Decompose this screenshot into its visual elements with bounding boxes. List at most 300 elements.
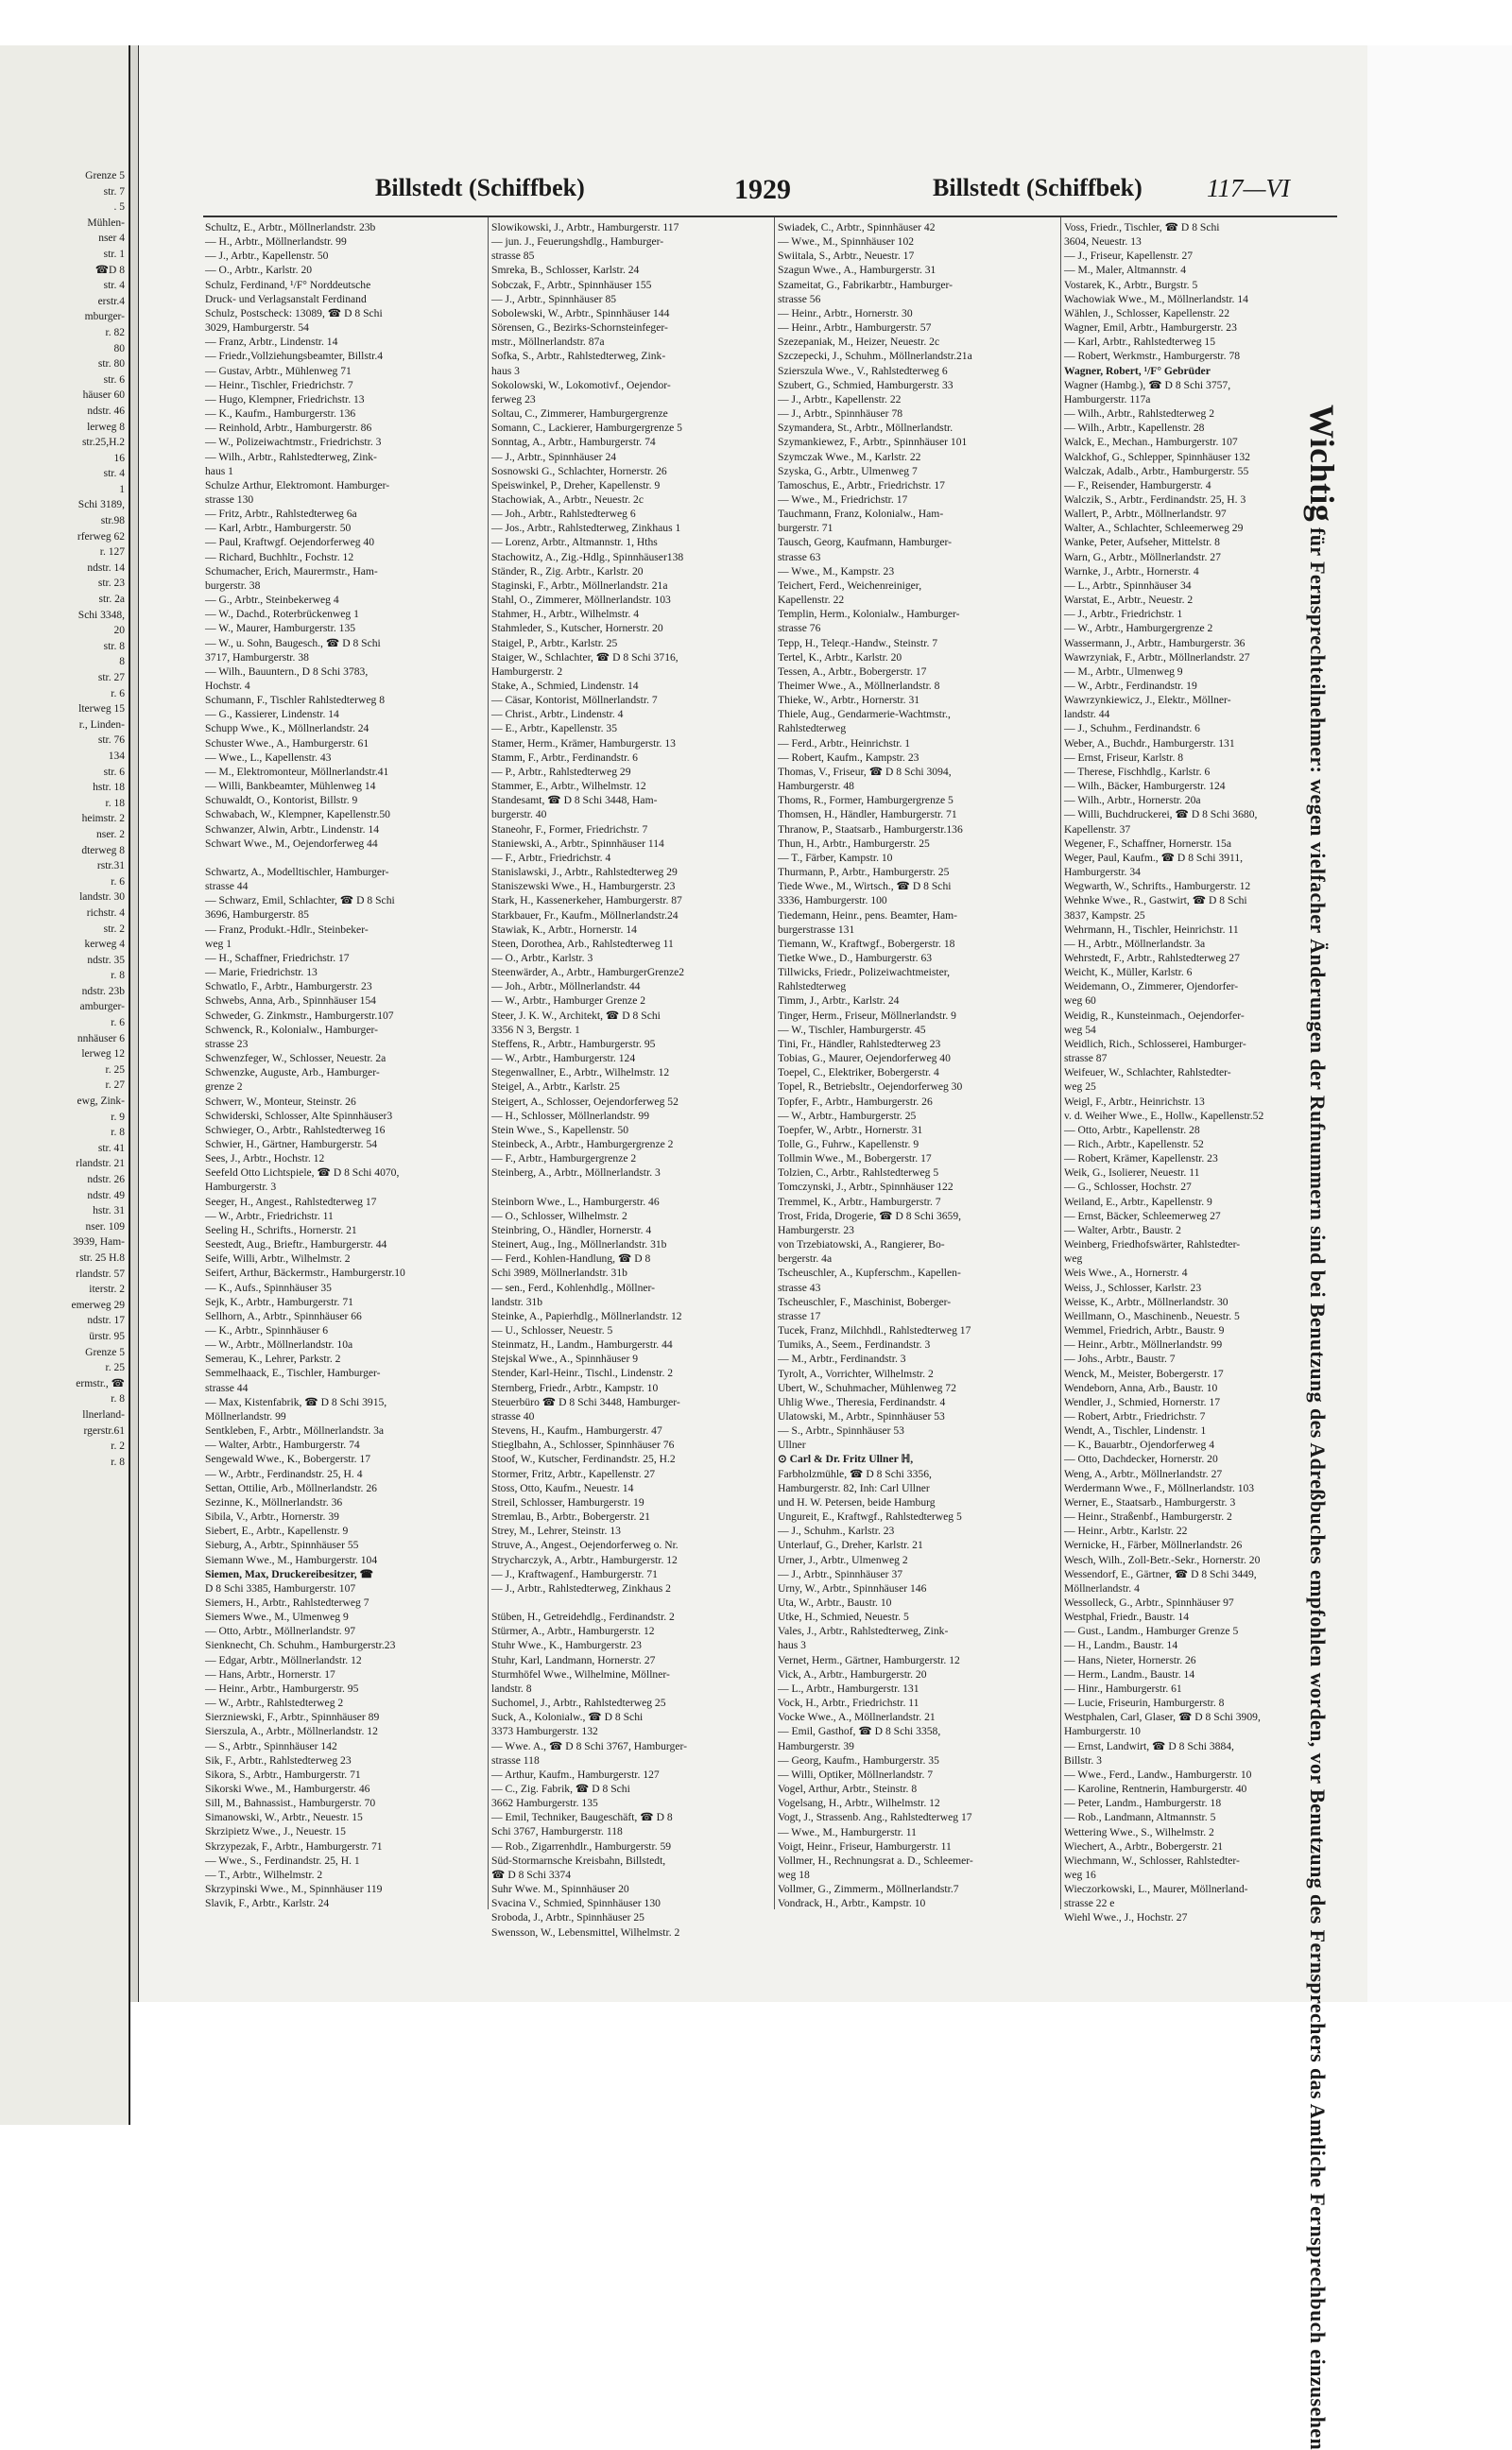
directory-entry: Stawiak, K., Arbtr., Hornerstr. 14 — [491, 923, 637, 936]
directory-entry: — Robert, Arbtr., Friedrichstr. 7 — [1064, 1409, 1206, 1423]
directory-entry: Topfer, F., Arbtr., Hamburgerstr. 26 — [778, 1095, 933, 1108]
directory-entry: Vollmer, G., Zimmerm., Möllnerlandstr.7 — [778, 1883, 959, 1896]
directory-entry: Weber, A., Buchdr., Hamburgerstr. 131 — [1064, 736, 1235, 750]
directory-entry: Vales, J., Arbtr., Rahlstedterweg, Zink- — [778, 1625, 949, 1638]
directory-entry: Staneohr, F., Former, Friedrichstr. 7 — [491, 822, 648, 836]
directory-entry: Wallert, P., Arbtr., Möllnerlandstr. 97 — [1064, 508, 1227, 521]
directory-entry: Urner, J., Arbtr., Ulmenweg 2 — [778, 1553, 908, 1566]
directory-entry: Suhr Wwe. M., Spinnhäuser 20 — [491, 1883, 629, 1896]
directory-entry: — J., Arbtr., Kapellenstr. 22 — [778, 392, 902, 405]
left-edge-fragment: r. 18 — [105, 797, 125, 809]
directory-entry: Sturmhöfel Wwe., Wilhelmine, Möllner- — [491, 1667, 670, 1681]
directory-column-2 — [491, 220, 771, 1939]
directory-entry: strasse 76 — [778, 622, 821, 635]
directory-entry: Ullner — [778, 1439, 806, 1452]
directory-entry: Sill, M., Bahnassist., Hamburgerstr. 70 — [205, 1797, 376, 1810]
directory-entry: — W., Arbtr., Hamburgerstr. 25 — [778, 1109, 917, 1122]
directory-entry: — Willi, Buchdruckerei, ☎ D 8 Schi 3680, — [1064, 808, 1258, 821]
directory-entry: Settan, Ottilie, Arb., Möllnerlandstr. 26 — [205, 1481, 377, 1494]
left-edge-fragment: str.25,H.2 — [81, 437, 125, 449]
directory-entry: Struve, A., Angest., Oejendorferweg o. Nr. — [491, 1539, 679, 1552]
directory-entry: — Wilh., Arbtr., Rahlstedterweg, Zink- — [205, 450, 377, 463]
directory-entry: ☎ D 8 Schi 3374 — [491, 1868, 572, 1881]
directory-entry: Tyrolt, A., Vorrichter, Wilhelmstr. 2 — [778, 1367, 934, 1380]
directory-entry: Weidemann, O., Zimmerer, Ojendorfer- — [1064, 980, 1239, 993]
directory-entry: burgerstrasse 131 — [778, 923, 855, 936]
directory-entry: Wegener, F., Schaffner, Hornerstr. 15a — [1064, 837, 1231, 850]
directory-entry: strasse 44 — [205, 880, 249, 893]
directory-entry: Thun, H., Arbtr., Hamburgerstr. 25 — [778, 837, 930, 850]
directory-entry: — T., Färber, Kampstr. 10 — [778, 851, 893, 864]
directory-entry: Hamburgerstr. 10 — [1064, 1725, 1141, 1738]
directory-entry: — Johs., Arbtr., Baustr. 7 — [1064, 1353, 1176, 1366]
directory-entry: Süd-Stormarnsche Kreisbahn, Billstedt, — [491, 1854, 666, 1867]
directory-entry: 3029, Hamburgerstr. 54 — [205, 321, 309, 335]
directory-entry: Toepfer, W., Arbtr., Hornerstr. 31 — [778, 1123, 923, 1136]
directory-entry: — Robert, Kaufm., Kampstr. 23 — [778, 751, 919, 764]
directory-entry: — E., Arbtr., Kapellenstr. 35 — [491, 722, 617, 735]
directory-entry: Sees, J., Arbtr., Hochstr. 12 — [205, 1152, 325, 1165]
directory-entry: Suck, A., Kolonialw., ☎ D 8 Schi — [491, 1711, 644, 1724]
directory-entry: Walter, A., Schlachter, Schleemerweg 29 — [1064, 522, 1244, 535]
left-edge-fragment: str. 25 H.8 — [79, 1251, 125, 1264]
directory-entry: Skrzipietz Wwe., J., Neuestr. 15 — [205, 1825, 346, 1838]
directory-entry: Tausch, Georg, Kaufmann, Hamburger- — [778, 536, 952, 549]
directory-entry: Tiemann, W., Kraftwgf., Bobergerstr. 18 — [778, 937, 955, 950]
directory-entry: Billstr. 3 — [1064, 1753, 1102, 1767]
directory-entry: Wendeborn, Anna, Arb., Baustr. 10 — [1064, 1381, 1218, 1394]
directory-entry — [491, 1180, 771, 1194]
directory-entry: — Karoline, Rentnerin, Hamburgerstr. 40 — [1064, 1783, 1247, 1796]
left-edge-fragment: ndstr. 23b — [81, 985, 125, 997]
directory-entry: Schwabach, W., Klempner, Kapellenstr.50 — [205, 808, 390, 821]
directory-entry: weg 25 — [1064, 1080, 1096, 1094]
directory-entry: Somann, C., Lackierer, Hamburgergrenze 5 — [491, 422, 682, 435]
directory-entry: Sieburg, A., Arbtr., Spinnhäuser 55 — [205, 1539, 359, 1552]
directory-entry: und H. W. Petersen, beide Hamburg — [778, 1495, 936, 1509]
directory-entry: — J., Arbtr., Spinnhäuser 85 — [491, 292, 617, 305]
directory-entry: Hamburgerstr. 39 — [778, 1739, 854, 1752]
directory-entry: Hamburgerstr. 48 — [778, 780, 854, 793]
directory-entry: 3837, Kampstr. 25 — [1064, 908, 1145, 922]
directory-entry: burgerstr. 71 — [778, 522, 833, 535]
directory-entry: — Karl, Arbtr., Rahlstedterweg 15 — [1064, 336, 1216, 349]
directory-entry: Szubert, G., Schmied, Hamburgerstr. 33 — [778, 378, 954, 391]
directory-column-3 — [778, 220, 1057, 1922]
directory-entry: Weiss, J., Schlosser, Karlstr. 23 — [1064, 1281, 1202, 1294]
directory-entry: Sezinne, K., Möllnerlandstr. 36 — [205, 1495, 343, 1509]
directory-entry: Steer, J. K. W., Architekt, ☎ D 8 Schi — [491, 1009, 661, 1022]
directory-entry: Szyska, G., Arbtr., Ulmenweg 7 — [778, 464, 918, 477]
directory-entry: — J., Arbtr., Kapellenstr. 50 — [205, 250, 329, 263]
page-number: 117—VI — [1207, 174, 1290, 202]
directory-entry: Speiswinkel, P., Dreher, Kapellenstr. 9 — [491, 478, 661, 492]
directory-entry: — Ferd., Arbtr., Heinrichstr. 1 — [778, 736, 911, 750]
directory-entry: Stormer, Fritz, Arbtr., Kapellenstr. 27 — [491, 1467, 656, 1480]
left-edge-fragment: ndstr. 49 — [87, 1189, 125, 1201]
directory-entry: Sokolowski, W., Lokomotivf., Oejendor- — [491, 378, 671, 391]
directory-entry: strasse 23 — [205, 1037, 249, 1050]
directory-entry: — M., Arbtr., Ferdinandstr. 3 — [778, 1353, 906, 1366]
directory-entry: — Richard, Buchhltr., Fochstr. 12 — [205, 550, 354, 563]
directory-entry: Stahmleder, S., Kutscher, Hornerstr. 20 — [491, 622, 663, 635]
left-edge-fragment: r. 8 — [111, 1127, 125, 1139]
directory-entry: Tini, Fr., Händler, Rahlstedterweg 23 — [778, 1037, 941, 1050]
directory-entry: — Heinr., Tischler, Friedrichstr. 7 — [205, 378, 353, 391]
directory-entry: Toepel, C., Elektriker, Bobergerstr. 4 — [778, 1066, 939, 1079]
directory-entry: — J., Kraftwagenf., Hamburgerstr. 71 — [491, 1567, 658, 1580]
directory-entry: Weik, G., Isolierer, Neuestr. 11 — [1064, 1166, 1200, 1180]
directory-entry: weg 60 — [1064, 994, 1096, 1008]
directory-entry: — Otto, Arbtr., Möllnerlandstr. 97 — [205, 1625, 356, 1638]
directory-entry: Tucek, Franz, Milchhdl., Rahlstedterweg 17 — [778, 1324, 971, 1337]
directory-entry: Vernet, Herm., Gärtner, Hamburgerstr. 12 — [778, 1653, 960, 1666]
directory-entry: Wegwarth, W., Schrifts., Hamburgerstr. 12 — [1064, 880, 1251, 893]
directory-entry: — Rich., Arbtr., Kapellenstr. 52 — [1064, 1138, 1204, 1150]
directory-entry: Stender, Karl-Heinr., Tischl., Lindenstr. 2 — [491, 1367, 674, 1380]
directory-entry: Teichert, Ferd., Weichenreiniger, — [778, 578, 922, 592]
directory-entry: Steinbeck, A., Arbtr., Hamburgergrenze 2 — [491, 1138, 674, 1150]
directory-entry: — Wwe., S., Ferdinandstr. 25, H. 1 — [205, 1854, 360, 1867]
directory-entry: Wehnke Wwe., R., Gastwirt, ☎ D 8 Schi — [1064, 894, 1247, 907]
directory-entry: grenze 2 — [205, 1080, 243, 1094]
directory-entry: Warn, G., Arbtr., Möllnerlandstr. 27 — [1064, 550, 1221, 563]
directory-entry: Swiadek, C., Arbtr., Spinnhäuser 42 — [778, 221, 936, 233]
directory-entry: Weidig, R., Kunsteinmach., Oejendorfer- — [1064, 1009, 1245, 1022]
directory-entry: Seestedt, Aug., Brieftr., Hamburgerstr. 44 — [205, 1238, 387, 1251]
directory-entry: — Heinr., Arbtr., Hamburgerstr. 95 — [205, 1682, 359, 1695]
left-edge-fragment: kerweg 4 — [84, 939, 125, 951]
directory-entry: bergerstr. 4a — [778, 1252, 833, 1266]
directory-entry: Sobczak, F., Arbtr., Spinnhäuser 155 — [491, 278, 652, 291]
directory-entry: Wagner (Hambg.), ☎ D 8 Schi 3757, — [1064, 378, 1231, 391]
directory-entry: — Hans, Arbtr., Hornerstr. 17 — [205, 1667, 335, 1681]
directory-entry: — J., Arbtr., Spinnhäuser 37 — [778, 1567, 903, 1580]
directory-entry: strasse 44 — [205, 1381, 249, 1394]
directory-entry: Siemers, H., Arbtr., Rahlstedterweg 7 — [205, 1596, 369, 1609]
left-edge-fragment: Schi 3189, — [77, 499, 125, 511]
directory-entry: — W., Arbtr., Ferdinandstr. 19 — [1064, 680, 1197, 692]
page-header — [139, 174, 1367, 212]
directory-entry: Sengewald Wwe., K., Bobergerstr. 17 — [205, 1453, 371, 1466]
directory-entry: — Wwe., M., Hamburgerstr. 11 — [778, 1825, 917, 1838]
left-edge-fragment: mburger- — [84, 311, 125, 323]
directory-entry: Farbholzmühle, ☎ D 8 Schi 3356, — [778, 1467, 932, 1480]
directory-entry: Tiede Wwe., M., Wirtsch., ☎ D 8 Schi — [778, 880, 952, 893]
directory-entry: Schwartz, A., Modelltischler, Hamburger- — [205, 866, 389, 879]
directory-entry: Templin, Herm., Kolonialw., Hamburger- — [778, 608, 960, 621]
directory-entry: — H., Arbtr., Möllnerlandstr. 3a — [1064, 937, 1206, 950]
directory-entry: Seeger, H., Angest., Rahlstedterweg 17 — [205, 1195, 377, 1208]
left-edge-fragment: dterweg 8 — [81, 844, 125, 856]
directory-entry: Rahlstedterweg — [778, 722, 847, 735]
directory-entry: — jun. J., Feuerungshdlg., Hamburger- — [491, 235, 664, 249]
directory-entry: Schi 3767, Hamburgerstr. 118 — [491, 1825, 623, 1838]
directory-entry: Sik, F., Arbtr., Rahlstedterweg 23 — [205, 1753, 352, 1767]
directory-entry: Wachowiak Wwe., M., Möllnerlandstr. 14 — [1064, 292, 1248, 305]
directory-entry: Thranow, P., Staatsarb., Hamburgerstr.136 — [778, 822, 963, 836]
left-edge-fragment: häuser 60 — [82, 389, 125, 402]
header-title-left: Billstedt (Schiffbek) — [375, 174, 585, 201]
left-edge-fragment: emerweg 29 — [71, 1299, 125, 1311]
directory-entry: — W., Maurer, Hamburgerstr. 135 — [205, 622, 356, 635]
directory-entry: Trost, Frida, Drogerie, ☎ D 8 Schi 3659, — [778, 1209, 962, 1222]
directory-entry: Strycharczyk, A., Arbtr., Hamburgerstr. 12 — [491, 1553, 678, 1566]
directory-entry: Urny, W., Arbtr., Spinnhäuser 146 — [778, 1581, 927, 1595]
directory-entry: Siebert, E., Arbtr., Kapellenstr. 9 — [205, 1525, 349, 1538]
directory-entry: Tertel, K., Arbtr., Karlstr. 20 — [778, 650, 902, 664]
directory-entry: — Otto, Arbtr., Kapellenstr. 28 — [1064, 1123, 1200, 1136]
left-edge-fragment: lterweg 15 — [78, 703, 125, 716]
column-divider — [1060, 217, 1061, 1909]
directory-entry: Vock, H., Arbtr., Friedrichstr. 11 — [778, 1697, 919, 1710]
directory-entry: Voss, Friedr., Tischler, ☎ D 8 Schi — [1064, 221, 1220, 233]
directory-entry: Simanowski, W., Arbtr., Neuestr. 15 — [205, 1811, 363, 1824]
directory-entry: Sejk, K., Arbtr., Hamburgerstr. 71 — [205, 1295, 353, 1308]
directory-entry: — Ernst, Bäcker, Schleemerweg 27 — [1064, 1209, 1221, 1222]
left-page-edge — [0, 45, 130, 2125]
directory-entry: — W., u. Sohn, Baugesch., ☎ D 8 Schi — [205, 636, 381, 649]
left-edge-fragment: 16 — [113, 452, 125, 464]
directory-entry: — P., Arbtr., Rahlstedterweg 29 — [491, 765, 631, 778]
left-edge-fragment: str. 2 — [103, 923, 125, 935]
directory-entry: Sierszula, A., Arbtr., Möllnerlandstr. 12 — [205, 1725, 378, 1738]
directory-entry: Wassermann, J., Arbtr., Hamburgerstr. 36 — [1064, 636, 1246, 649]
directory-entry: Schumann, F., Tischler Rahlstedterweg 8 — [205, 694, 386, 707]
left-edge-fragment: Mühlen- — [87, 216, 125, 229]
directory-entry: Schulz, Postscheck: 13089, ☎ D 8 Schi — [205, 306, 383, 319]
directory-entry: Seifert, Arthur, Bäckermstr., Hamburgerstr.10 — [205, 1267, 405, 1280]
directory-entry: Hamburgerstr. 2 — [491, 664, 563, 678]
directory-entry: weg 1 — [205, 937, 232, 950]
left-edge-fragment: richstr. 4 — [86, 906, 125, 919]
directory-entry: — Lorenz, Arbtr., Altmannstr. 1, Hths — [491, 536, 658, 549]
column-divider — [488, 217, 489, 1909]
directory-entry: — G., Kassierer, Lindenstr. 14 — [205, 708, 339, 721]
directory-entry: — Rob., Zigarrenhdlr., Hamburgerstr. 59 — [491, 1839, 672, 1853]
left-edge-fragment: rferweg 62 — [77, 530, 125, 543]
directory-entry: — Fritz, Arbtr., Rahlstedterweg 6a — [205, 508, 357, 521]
directory-column-4 — [1064, 220, 1310, 1922]
directory-page — [139, 45, 1367, 2450]
directory-entry: Weng, A., Arbtr., Möllnerlandstr. 27 — [1064, 1467, 1223, 1480]
left-edge-fragment: Schi 3348, — [77, 609, 125, 621]
directory-entry: — Willi, Bankbeamter, Mühlenweg 14 — [205, 780, 376, 793]
directory-entry: landstr. 44 — [1064, 708, 1110, 721]
directory-entry: Wiehl Wwe., J., Hochstr. 27 — [1064, 1911, 1188, 1924]
directory-entry: Seeling H., Schrifts., Hornerstr. 21 — [205, 1223, 357, 1236]
directory-entry: Unterlauf, G., Dreher, Karlstr. 21 — [778, 1539, 923, 1552]
directory-entry: Tolle, G., Fuhrw., Kapellenstr. 9 — [778, 1138, 919, 1150]
directory-entry: — H., Landm., Baustr. 14 — [1064, 1639, 1178, 1652]
directory-entry — [205, 851, 485, 865]
directory-entry: Hamburgerstr. 82, Inh: Carl Ullner — [778, 1481, 930, 1494]
directory-entry: strasse 22 e — [1064, 1897, 1115, 1910]
directory-entry: Walczik, S., Arbtr., Ferdinandstr. 25, H. 3 — [1064, 492, 1246, 506]
directory-entry: 3717, Hamburgerstr. 38 — [205, 650, 309, 664]
left-edge-fragment: r. 127 — [99, 546, 125, 559]
directory-entry: Szierszula Wwe., V., Rahlstedterweg 6 — [778, 364, 948, 377]
left-edge-fragment: rstr.31 — [96, 860, 125, 872]
directory-entry: Möllnerlandstr. 4 — [1064, 1581, 1140, 1595]
left-edge-fragment: 134 — [108, 750, 125, 762]
directory-entry: — J., Arbtr., Spinnhäuser 78 — [778, 407, 903, 421]
directory-entry: Westphalen, Carl, Glaser, ☎ D 8 Schi 3909, — [1064, 1711, 1261, 1724]
directory-entry: Staiger, W., Schlachter, ☎ D 8 Schi 3716, — [491, 650, 679, 664]
directory-entry: 3662 Hamburgerstr. 135 — [491, 1797, 598, 1810]
left-edge-fragment: 80 — [113, 342, 125, 354]
directory-entry: — Lucie, Friseurin, Hamburgerstr. 8 — [1064, 1697, 1225, 1710]
directory-entry: Wernicke, H., Färber, Möllnerlandstr. 26 — [1064, 1539, 1243, 1552]
directory-entry: — Peter, Landm., Hamburgerstr. 18 — [1064, 1797, 1222, 1810]
left-edge-fragment: r. 25 — [105, 1362, 125, 1374]
directory-entry: 3604, Neuestr. 13 — [1064, 235, 1142, 249]
directory-entry: — K., Arbtr., Spinnhäuser 6 — [205, 1324, 329, 1337]
directory-entry: — Heinr., Arbtr., Hornerstr. 30 — [778, 306, 913, 319]
directory-entry: Steigel, A., Arbtr., Karlstr. 25 — [491, 1080, 620, 1094]
directory-entry: Schwatlo, F., Arbtr., Hamburgerstr. 23 — [205, 980, 372, 993]
directory-entry: Wesch, Wilh., Zoll-Betr.-Sekr., Hornerstr. 20 — [1064, 1553, 1261, 1566]
left-edge-fragment: r. 6 — [111, 1017, 125, 1029]
left-edge-fragment: str. 76 — [97, 734, 125, 747]
left-edge-fragment: nser. 2 — [95, 828, 125, 840]
left-edge-fragment: str. 4 — [103, 468, 125, 480]
directory-entry: — W., Arbtr., Hamburger Grenze 2 — [491, 994, 646, 1008]
directory-entry: strasse 56 — [778, 292, 821, 305]
directory-entry: v. d. Weiher Wwe., E., Hollw., Kapellenstr.52 — [1064, 1109, 1264, 1122]
left-edge-fragment: ermstr., ☎ — [76, 1377, 125, 1389]
directory-entry: — Ernst, Landwirt, ☎ D 8 Schi 3884, — [1064, 1739, 1234, 1752]
directory-entry: Wenck, M., Meister, Bobergerstr. 17 — [1064, 1367, 1224, 1380]
directory-entry: — Schwarz, Emil, Schlachter, ☎ D 8 Schi — [205, 894, 395, 907]
directory-entry: — W., Arbtr., Rahlstedterweg 2 — [205, 1697, 344, 1710]
directory-entry: — Karl, Arbtr., Hamburgerstr. 50 — [205, 522, 352, 535]
left-edge-fragment: r. 2 — [111, 1441, 125, 1453]
directory-entry: Stachowitz, A., Zig.-Hdlg., Spinnhäuser138 — [491, 550, 684, 563]
directory-entry: — F., Arbtr., Friedrichstr. 4 — [491, 851, 611, 864]
directory-entry: — Friedr.,Vollziehungsbeamter, Billstr.4 — [205, 350, 384, 363]
directory-entry: Stüben, H., Getreidehdlg., Ferdinandstr. 2 — [491, 1611, 675, 1624]
directory-entry: — L., Arbtr., Hamburgerstr. 131 — [778, 1682, 919, 1695]
directory-entry: Wieczorkowski, L., Maurer, Möllnerland- — [1064, 1883, 1248, 1896]
directory-entry — [491, 1596, 771, 1610]
directory-entry: — W., Arbtr., Hamburgerstr. 124 — [491, 1052, 636, 1065]
directory-entry: — Christ., Arbtr., Lindenstr. 4 — [491, 708, 624, 721]
directory-entry: Wettering Wwe., S., Wilhelmstr. 2 — [1064, 1825, 1214, 1838]
directory-entry: Steinert, Aug., Ing., Möllnerlandstr. 31b — [491, 1238, 667, 1251]
directory-entry: Schwanzer, Alwin, Arbtr., Lindenstr. 14 — [205, 822, 380, 836]
directory-entry: — Ernst, Friseur, Karlstr. 8 — [1064, 751, 1184, 764]
directory-entry: — K., Kaufm., Hamburgerstr. 136 — [205, 407, 356, 421]
directory-entry: Schwieger, O., Arbtr., Rahlstedterweg 16 — [205, 1123, 386, 1136]
directory-entry: strasse 118 — [491, 1753, 540, 1767]
directory-entry: Szczepecki, J., Schuhm., Möllnerlandstr.21a — [778, 350, 972, 363]
directory-entry: — Robert, Krämer, Kapellenstr. 23 — [1064, 1152, 1218, 1165]
directory-entry: — Wwe., M., Kampstr. 23 — [778, 564, 895, 578]
directory-entry: — Wilh., Arbtr., Rahlstedterweg 2 — [1064, 407, 1215, 421]
directory-entry: Tobias, G., Maurer, Oejendorferweg 40 — [778, 1052, 951, 1065]
directory-entry: — Gust., Landm., Hamburger Grenze 5 — [1064, 1625, 1239, 1638]
directory-entry: Weisse, K., Arbtr., Möllnerlandstr. 30 — [1064, 1295, 1228, 1308]
book-gutter — [130, 45, 139, 2002]
directory-entry: Siemers Wwe., M., Ulmenweg 9 — [205, 1611, 349, 1624]
directory-entry: Walczak, Adalb., Arbtr., Hamburgerstr. 55 — [1064, 464, 1249, 477]
directory-entry: Stein Wwe., S., Kapellenstr. 50 — [491, 1123, 629, 1136]
left-edge-fragment: r. 6 — [111, 687, 125, 699]
directory-entry: Wanke, Peter, Aufseher, Mittelstr. 8 — [1064, 536, 1220, 549]
directory-entry: — Rob., Landmann, Altmannstr. 5 — [1064, 1811, 1216, 1824]
left-edge-fragment: rgerstr.61 — [83, 1424, 125, 1437]
directory-entry: Stuhr Wwe., K., Hamburgerstr. 23 — [491, 1639, 642, 1652]
directory-entry: Tscheuschler, F., Maschinist, Boberger- — [778, 1295, 952, 1308]
directory-entry: Hamburgerstr. 23 — [778, 1223, 854, 1236]
directory-entry: Stahl, O., Zimmerer, Möllnerlandstr. 103 — [491, 594, 671, 607]
directory-entry: Stremlau, B., Arbtr., Bobergerstr. 21 — [491, 1510, 650, 1524]
directory-entry: Voigt, Heinr., Friseur, Hamburgerstr. 11 — [778, 1839, 952, 1853]
directory-entry: — Wwe., M., Spinnhäuser 102 — [778, 235, 915, 249]
directory-entry: — Joh., Arbtr., Rahlstedterweg 6 — [491, 508, 636, 521]
directory-entry: Tremmel, K., Arbtr., Hamburgerstr. 7 — [778, 1195, 941, 1208]
directory-entry: Tamoschus, E., Arbtr., Friedrichstr. 17 — [778, 478, 945, 492]
directory-entry: Thoms, R., Former, Hamburgergrenze 5 — [778, 794, 954, 807]
directory-entry: Stoss, Otto, Kaufm., Neuestr. 14 — [491, 1481, 634, 1494]
directory-entry: Sroboda, J., Arbtr., Spinnhäuser 25 — [491, 1911, 644, 1924]
left-edge-fragment: 1 — [119, 483, 125, 495]
directory-entry: — G., Schlosser, Hochstr. 27 — [1064, 1181, 1192, 1194]
directory-entry: — Wilh., Arbtr., Kapellenstr. 28 — [1064, 422, 1205, 435]
directory-entry: Weillmann, O., Maschinenb., Neuestr. 5 — [1064, 1309, 1240, 1322]
left-edge-fragment: rlandstr. 21 — [76, 1158, 125, 1170]
directory-entry: Steenwärder, A., Arbtr., HamburgerGrenze2 — [491, 966, 685, 979]
directory-entry: Tolzien, C., Arbtr., Rahlstedterweg 5 — [778, 1166, 939, 1180]
directory-entry: Tessen, A., Arbtr., Bobergerstr. 17 — [778, 664, 927, 678]
directory-entry: Schi 3989, Möllnerlandstr. 31b — [491, 1267, 627, 1280]
left-edge-fragment: str. 41 — [97, 1142, 125, 1154]
directory-entry: — Paul, Kraftwgf. Oejendorferweg 40 — [205, 536, 375, 549]
directory-entry: — Heinr., Arbtr., Hamburgerstr. 57 — [778, 321, 932, 335]
directory-entry: Thomas, V., Friseur, ☎ D 8 Schi 3094, — [778, 765, 952, 778]
left-edge-fragment: r. 27 — [105, 1079, 125, 1092]
directory-entry: Rahlstedterweg — [778, 980, 847, 993]
directory-entry: Stuhr, Karl, Landmann, Hornerstr. 27 — [491, 1653, 656, 1666]
directory-entry: — Wwe., L., Kapellenstr. 43 — [205, 751, 332, 764]
directory-entry: Stake, A., Schmied, Lindenstr. 14 — [491, 680, 639, 692]
directory-entry: — Emil, Techniker, Baugeschäft, ☎ D 8 — [491, 1811, 673, 1824]
directory-entry: Schwier, H., Gärtner, Hamburgerstr. 54 — [205, 1137, 378, 1150]
directory-entry: — Wilh., Arbtr., Hornerstr. 20a — [1064, 794, 1201, 807]
directory-entry: Wemmel, Friedrich, Arbtr., Baustr. 9 — [1064, 1324, 1225, 1337]
directory-entry: haus 1 — [205, 464, 233, 477]
directory-entry: ⊙ Carl & Dr. Fritz Ullner ℍ, — [778, 1453, 914, 1466]
directory-entry: — H., Schlosser, Möllnerlandstr. 99 — [491, 1109, 649, 1122]
directory-entry: Weidlich, Rich., Schlosserei, Hamburger- — [1064, 1037, 1246, 1050]
header-year: 1929 — [734, 174, 791, 205]
directory-entry: Thomsen, H., Händler, Hamburgerstr. 71 — [778, 808, 957, 821]
directory-entry: Tiedemann, Heinr., pens. Beamter, Ham- — [778, 908, 958, 922]
directory-entry: Tietke Wwe., D., Hamburgerstr. 63 — [778, 951, 933, 964]
directory-entry: Sienknecht, Ch. Schuhm., Hamburgerstr.23 — [205, 1639, 396, 1652]
directory-entry: Topel, R., Betriebsltr., Oejendorferweg 30 — [778, 1080, 963, 1094]
directory-entry: Weger, Paul, Kaufm., ☎ D 8 Schi 3911, — [1064, 851, 1244, 864]
directory-entry: — K., Bauarbtr., Ojendorferweg 4 — [1064, 1439, 1215, 1452]
directory-entry: Wiechert, A., Arbtr., Bobergerstr. 21 — [1064, 1839, 1224, 1853]
left-edge-fragment: r. 82 — [105, 326, 125, 338]
notice-body: für Fernsprechteilnehmer: wegen vielfacher Änderungen der Rufnummern sind bei Benutzung des Adreßbuches empfohlen worden, vor Benutzung des Fernsprechers das Amtliche Fernsprechbuch einzusehen — [1306, 527, 1330, 2450]
directory-entry: Swiitala, S., Arbtr., Neuestr. 17 — [778, 250, 915, 263]
directory-entry: Vogel, Arthur, Arbtr., Steinstr. 8 — [778, 1783, 918, 1796]
directory-entry: Schwart Wwe., M., Oejendorferweg 44 — [205, 837, 378, 850]
directory-entry: — Franz, Produkt.-Hdlr., Steinbeker- — [205, 923, 369, 936]
